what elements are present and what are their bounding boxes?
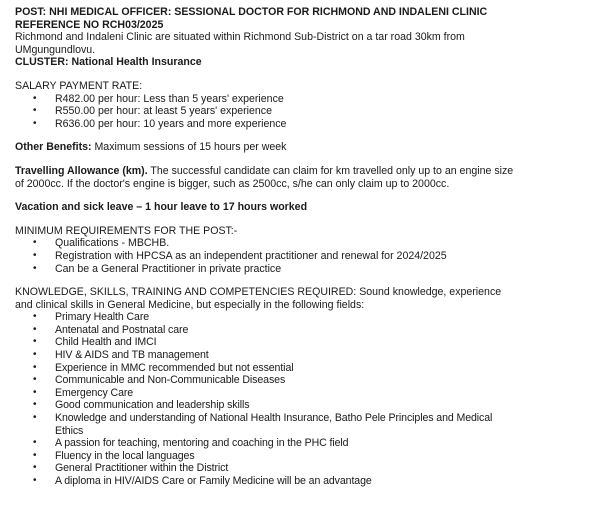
cluster-value: National Health Insurance	[71, 56, 202, 69]
salary-list	[15, 93, 592, 131]
post-title: POST: NHI MEDICAL OFFICER: SESSIONAL DOCTOR FOR RICHMOND AND INDALENI CLINIC	[15, 6, 488, 18]
knowledge-text-1: Sound knowledge, experience	[359, 286, 502, 299]
benefits-line	[15, 141, 592, 154]
knowledge-item: • Good communication and leadership skills	[15, 399, 592, 412]
location-line-1: Richmond and Indaleni Clinic are situated within Richmond Sub-District on a tar road 30km from	[15, 31, 465, 44]
requirement-item-2: • Registration with HPCSA as an independent practitioner and renewal for 2024/2025	[15, 250, 592, 263]
salary-item-2: • R550.00 per hour: at least 5 years' experience	[15, 105, 592, 118]
cluster-line	[15, 56, 592, 69]
knowledge-item: • Child Health and IMCI	[15, 336, 592, 349]
knowledge-list	[15, 311, 592, 487]
knowledge-item: • Communicable and Non-Communicable Diseases	[15, 374, 592, 387]
knowledge-item: • A diploma in HIV/AIDS Care or Family Medicine will be an advantage	[15, 475, 592, 488]
knowledge-item: • Knowledge and understanding of National Health Insurance, Batho Pele Principles and Medical	[15, 412, 592, 425]
travel-label: Travelling Allowance (km).	[15, 164, 148, 177]
location-line-2: UMgungundlovu.	[15, 43, 96, 56]
requirement-item-1: • Qualifications - MBCHB.	[15, 237, 592, 250]
knowledge-item: • Emergency Care	[15, 387, 592, 400]
knowledge-item: • Fluency in the local languages	[15, 450, 592, 463]
knowledge-item: • HIV & AIDS and TB management	[15, 349, 592, 362]
knowledge-item-continuation: Ethics	[55, 424, 84, 437]
benefits-label: Other Benefits:	[15, 141, 92, 154]
travel-text-1: The successful candidate can claim for km travelled only up to an engine size	[150, 164, 514, 177]
knowledge-item: • A passion for teaching, mentoring and coaching in the PHC field	[15, 437, 592, 450]
knowledge-item: • Experience in MMC recommended but not essential	[15, 362, 592, 375]
knowledge-heading: KNOWLEDGE, SKILLS, TRAINING AND COMPETENCIES REQUIRED:	[15, 286, 357, 299]
travel-line-2: of 2000cc. If the doctor's engine is bigger, such as 2500cc, s/he can only claim up to 2000cc.	[15, 177, 450, 190]
travel-line-1	[15, 165, 592, 178]
knowledge-item: • General Practitioner within the District	[15, 462, 592, 475]
knowledge-line-1	[15, 286, 592, 299]
knowledge-line-2: and clinical skills in General Medicine, but especially in the following fields:	[15, 298, 365, 311]
reference-number: REFERENCE NO RCH03/2025	[15, 18, 164, 31]
benefits-value: Maximum sessions of 15 hours per week	[94, 141, 287, 154]
salary-item-1: • R482.00 per hour: Less than 5 years' experience	[15, 93, 592, 106]
requirement-item-3: • Can be a General Practitioner in private practice	[15, 263, 592, 276]
leave-line: Vacation and sick leave – 1 hour leave to 17 hours worked	[15, 201, 308, 214]
requirements-list	[15, 237, 592, 275]
knowledge-item: • Primary Health Care	[15, 311, 592, 324]
knowledge-item: • Antenatal and Postnatal care	[15, 324, 592, 337]
salary-heading: SALARY PAYMENT RATE:	[15, 79, 143, 92]
cluster-label: CLUSTER:	[15, 56, 69, 69]
requirements-heading: MINIMUM REQUIREMENTS FOR THE POST:-	[15, 224, 238, 237]
salary-item-3: • R636.00 per hour: 10 years and more experience	[15, 118, 592, 131]
